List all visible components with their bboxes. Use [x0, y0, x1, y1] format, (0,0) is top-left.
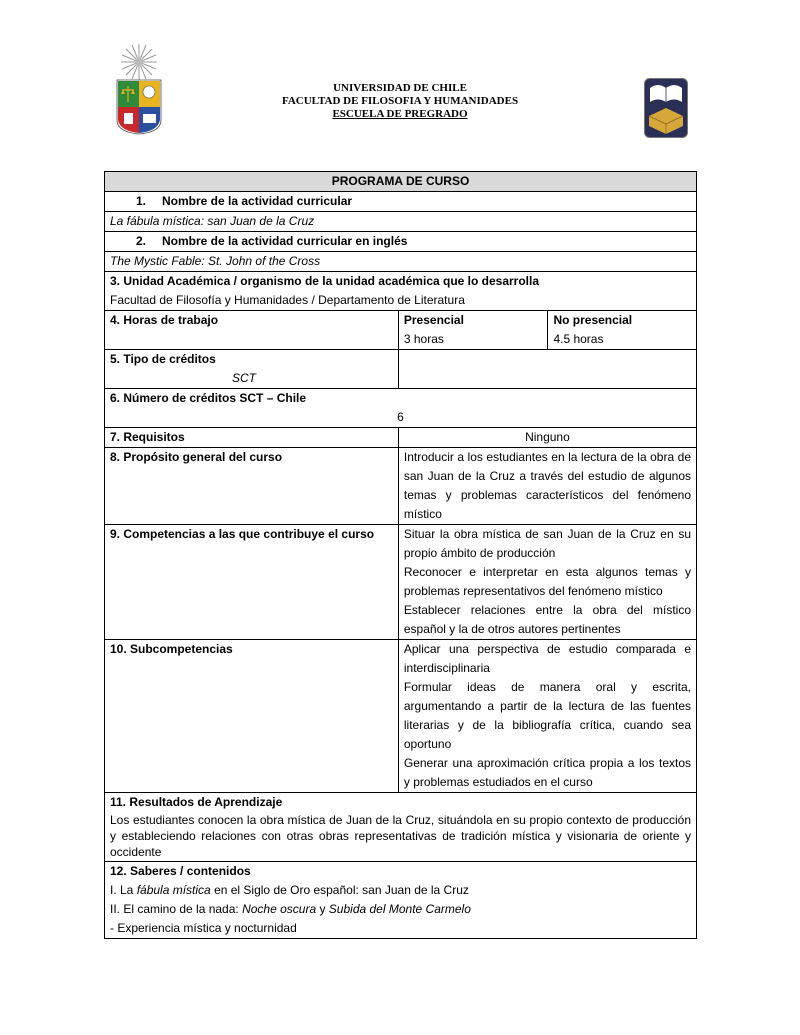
- section-12-label: 12. Saberes / contenidos: [110, 864, 251, 878]
- section-7-label: 7. Requisitos: [105, 428, 399, 448]
- section-6-row: [105, 389, 697, 428]
- course-program-table: [104, 171, 697, 939]
- section-3-row: [105, 272, 697, 311]
- content-item-3: - Experiencia mística y nocturnidad: [110, 921, 297, 935]
- no-presencial-value: 4.5 horas: [553, 332, 604, 346]
- content-item-1: I. La fábula mística en el Siglo de Oro español: san Juan de la Cruz: [110, 883, 469, 897]
- program-title: PROGRAMA DE CURSO: [105, 172, 697, 192]
- section-1-number: 1.: [136, 194, 147, 208]
- content-item-2: II. El camino de la nada: Noche oscura y Subida del Monte Carmelo: [110, 902, 471, 916]
- section-10-label: 10. Subcompetencias: [105, 640, 399, 793]
- requirements-value: Ninguno: [398, 428, 696, 448]
- section-3-label: 3. Unidad Académica / organismo de la unidad académica que lo desarrolla: [110, 274, 540, 288]
- section-8-label: 8. Propósito general del curso: [105, 448, 399, 525]
- credits-value: 6: [397, 410, 404, 424]
- section-1-label: Nombre de la actividad curricular: [162, 194, 353, 208]
- section-11-label: 11. Resultados de Aprendizaje: [110, 795, 283, 809]
- competence-item: Establecer relaciones entre la obra del místico español y la de otros autores pertinentes: [403, 603, 691, 636]
- faculty-emblem-logo: [644, 78, 688, 138]
- section-8-row: [105, 448, 697, 525]
- academic-unit-value: Facultad de Filosofía y Humanidades / Departamento de Literatura: [110, 293, 465, 307]
- section-5-label: 5. Tipo de créditos: [110, 352, 216, 366]
- section-12-row: [105, 862, 697, 939]
- course-name-value: La fábula mística: san Juan de la Cruz: [105, 212, 697, 232]
- subcompetence-item: Aplicar una perspectiva de estudio comparada e interdisciplinaria: [403, 642, 691, 675]
- section-7-row: [105, 428, 697, 448]
- subcompetence-item: Formular ideas de manera oral y escrita, argumentando a partir de la lectura de las fuentes literarias y de la bibliografía crítica, cuando sea oportuno: [403, 680, 691, 751]
- credit-type-empty-cell: [398, 350, 696, 389]
- no-presencial-label: No presencial: [553, 313, 633, 327]
- university-name: UNIVERSIDAD DE CHILE: [333, 82, 467, 94]
- presencial-label: Presencial: [403, 313, 464, 327]
- section-9-row: [105, 525, 697, 640]
- section-4-label: 4. Horas de trabajo: [105, 311, 399, 350]
- section-2-label: Nombre de la actividad curricular en inglés: [162, 234, 408, 248]
- faculty-name: FACULTAD DE FILOSOFIA Y HUMANIDADES: [281, 95, 519, 107]
- section-6-label: 6. Número de créditos SCT – Chile: [110, 391, 307, 405]
- course-name-english-value: The Mystic Fable: St. John of the Cross: [105, 252, 697, 272]
- section-10-row: [105, 640, 697, 793]
- section-1-value-row: [105, 212, 697, 232]
- section-4-row: [105, 311, 697, 350]
- school-name: ESCUELA DE PREGRADO: [332, 108, 468, 120]
- learning-outcomes-value: Los estudiantes conocen la obra mística de Juan de la Cruz, situándola en su propio contexto de producción y estableciendo relaciones con otras obras representativas de tradición mística y visionaria de oriente y occidente: [110, 813, 691, 859]
- program-title-row: [105, 172, 697, 192]
- section-9-label: 9. Competencias a las que contribuye el curso: [105, 525, 399, 640]
- presencial-value: 3 horas: [403, 332, 444, 346]
- section-5-row: [105, 350, 697, 389]
- section-2-number: 2.: [136, 234, 147, 248]
- credit-type-value: SCT: [232, 371, 256, 385]
- course-purpose-value: Introducir a los estudiantes en la lectura de la obra de san Juan de la Cruz a través del estudio de algunos temas y problemas característicos del fenómeno místico: [398, 448, 696, 525]
- section-2-value-row: [105, 252, 697, 272]
- subcompetence-item: Generar una aproximación crítica propia a los textos y problemas estudiados en el curso: [403, 756, 691, 789]
- section-11-row: [105, 793, 697, 862]
- competence-item: Reconocer e interpretar en esta algunos temas y problemas representativos del fenómeno místico: [403, 565, 691, 598]
- section-1-heading-row: [105, 192, 697, 212]
- competence-item: Situar la obra mística de san Juan de la Cruz en su propio ámbito de producción: [403, 527, 691, 560]
- section-2-heading-row: [105, 232, 697, 252]
